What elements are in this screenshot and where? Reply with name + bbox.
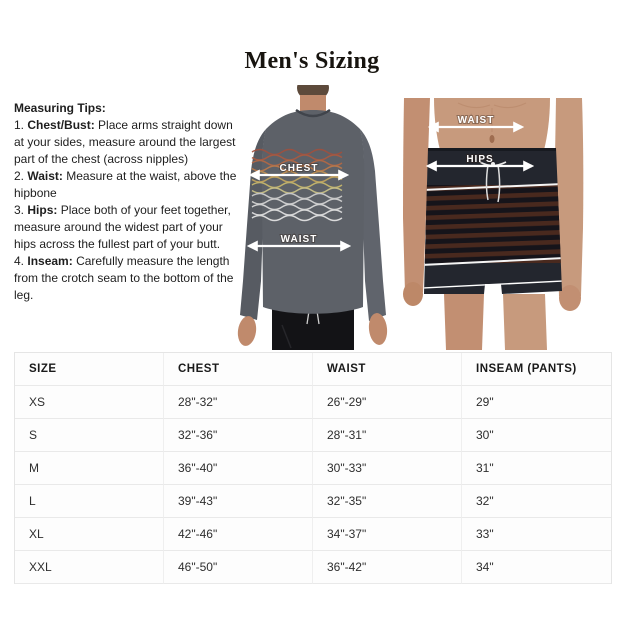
model-left-leg <box>444 294 484 350</box>
size-table-cell: 32"-36" <box>164 419 313 452</box>
board-shorts <box>418 148 568 294</box>
tip-text: Carefully measure the length from the crotch seam to the bottom of the leg. <box>14 254 234 302</box>
model-left-hand <box>403 282 423 306</box>
size-table-cell: XS <box>15 386 164 419</box>
size-table-cell: S <box>15 419 164 452</box>
size-table-cell: 28"-31" <box>313 419 462 452</box>
tip-item-hips <box>14 202 240 253</box>
tip-label: Hips: <box>27 203 58 217</box>
size-table-cell: 34" <box>462 551 611 584</box>
shorts-model-photo <box>398 98 588 350</box>
tip-item-inseam <box>14 253 240 304</box>
size-table-cell: M <box>15 452 164 485</box>
shorts-model-figure <box>403 98 583 350</box>
size-table-cell: 30"-33" <box>313 452 462 485</box>
tip-label: Chest/Bust: <box>27 118 95 132</box>
size-table-cell: XL <box>15 518 164 551</box>
tip-text: Place both of your feet together, measure around the widest part of your hips across the fullest part of your butt. <box>14 203 231 251</box>
shirt-model-photo <box>230 85 395 350</box>
size-table-cell: XXL <box>15 551 164 584</box>
size-table-cell: 32"-35" <box>313 485 462 518</box>
size-table-header-size: SIZE <box>15 353 164 386</box>
size-table-cell: 36"-42" <box>313 551 462 584</box>
size-table-cell: 29" <box>462 386 611 419</box>
size-table-cell: 33" <box>462 518 611 551</box>
waist-arrow-label: WAIST <box>280 234 318 245</box>
chest-arrow-label: CHEST <box>279 163 319 174</box>
size-table-cell: 42"-46" <box>164 518 313 551</box>
shirt-model-figure <box>236 85 389 350</box>
measuring-tips-heading: Measuring Tips: <box>14 101 106 115</box>
tip-number: 3. <box>14 203 25 217</box>
tip-text: Measure at the waist, above the hipbone <box>14 169 237 200</box>
tip-text: Place arms straight down at your sides, measure around the largest part of the chest (across nipples) <box>14 118 236 166</box>
measuring-tips <box>14 100 240 304</box>
size-table-cell: 30" <box>462 419 611 452</box>
tip-item-chest <box>14 117 240 168</box>
size-table-header-chest: CHEST <box>164 353 313 386</box>
tip-item-waist <box>14 168 240 202</box>
size-table-cell: 39"-43" <box>164 485 313 518</box>
page-title: Men's Sizing <box>244 48 380 74</box>
size-table-cell: 28"-32" <box>164 386 313 419</box>
size-table-cell: L <box>15 485 164 518</box>
size-table-cell: 46"-50" <box>164 551 313 584</box>
model-right-leg <box>503 294 547 350</box>
size-table-cell: 32" <box>462 485 611 518</box>
waist-arrow-label: WAIST <box>457 115 495 126</box>
tip-number: 4. <box>14 254 25 268</box>
size-table-cell: 31" <box>462 452 611 485</box>
shirt-torso <box>262 110 365 314</box>
hips-arrow-label: HIPS <box>466 154 494 165</box>
shorts-stripe-band <box>418 185 568 263</box>
tip-label: Inseam: <box>27 254 73 268</box>
size-table-header-inseam: INSEAM (PANTS) <box>462 353 611 386</box>
model-left-hand <box>236 315 258 347</box>
tip-number: 1. <box>14 118 25 132</box>
navel <box>490 135 495 143</box>
size-table <box>14 352 612 584</box>
model-right-hand <box>559 285 581 311</box>
size-table-cell: 26"-29" <box>313 386 462 419</box>
tip-label: Waist: <box>27 169 63 183</box>
size-table-cell: 36"-40" <box>164 452 313 485</box>
size-table-cell: 34"-37" <box>313 518 462 551</box>
size-table-header-waist: WAIST <box>313 353 462 386</box>
tip-number: 2. <box>14 169 25 183</box>
